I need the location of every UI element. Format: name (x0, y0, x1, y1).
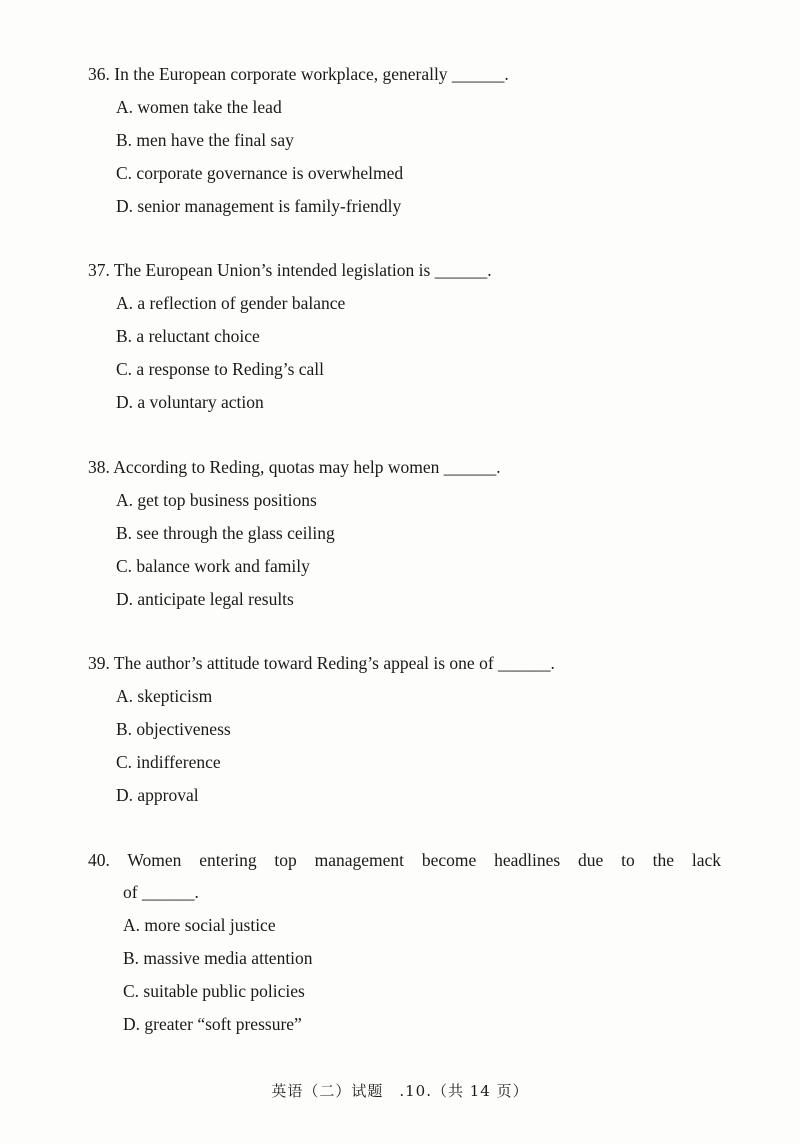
question-stem: 39. The author’s attitude toward Reding’s appeal is one of ______. (88, 653, 555, 673)
option-c: C. a response to Reding’s call (116, 359, 325, 379)
question-stem: 38. According to Reding, quotas may help women ______. (88, 457, 501, 477)
option-c: C. suitable public policies (123, 981, 305, 1001)
option-a: A. get top business positions (116, 490, 317, 510)
option-b: B. objectiveness (116, 719, 231, 739)
question-39 (88, 647, 728, 812)
option-d: D. a voluntary action (116, 392, 264, 412)
option-b: B. a reluctant choice (116, 326, 260, 346)
question-stem: 36. In the European corporate workplace, generally ______. (88, 64, 509, 84)
question-stem: 37. The European Union’s intended legislation is ______. (88, 260, 492, 280)
option-a: A. more social justice (123, 915, 276, 935)
question-36 (88, 58, 728, 223)
question-37 (88, 254, 728, 419)
question-stem: 40. Women entering top management become headlines due to the lack (88, 850, 721, 870)
option-c: C. indifference (116, 752, 221, 772)
option-a: A. women take the lead (116, 97, 282, 117)
option-b: B. men have the final say (116, 130, 294, 150)
question-stem-continuation: of ______. (123, 882, 199, 902)
option-a: A. skepticism (116, 686, 213, 706)
option-d: D. approval (116, 785, 199, 805)
option-d: D. senior management is family-friendly (116, 196, 402, 216)
question-40 (88, 844, 728, 1041)
option-d: D. anticipate legal results (116, 589, 294, 609)
option-c: C. balance work and family (116, 556, 310, 576)
option-b: B. massive media attention (123, 948, 313, 968)
option-d: D. greater “soft pressure” (123, 1014, 302, 1034)
option-a: A. a reflection of gender balance (116, 293, 346, 313)
question-38 (88, 451, 728, 616)
option-b: B. see through the glass ceiling (116, 523, 335, 543)
option-c: C. corporate governance is overwhelmed (116, 163, 404, 183)
page-footer: 英语（二）试题 .10.（共 14 页） (271, 1082, 529, 1100)
